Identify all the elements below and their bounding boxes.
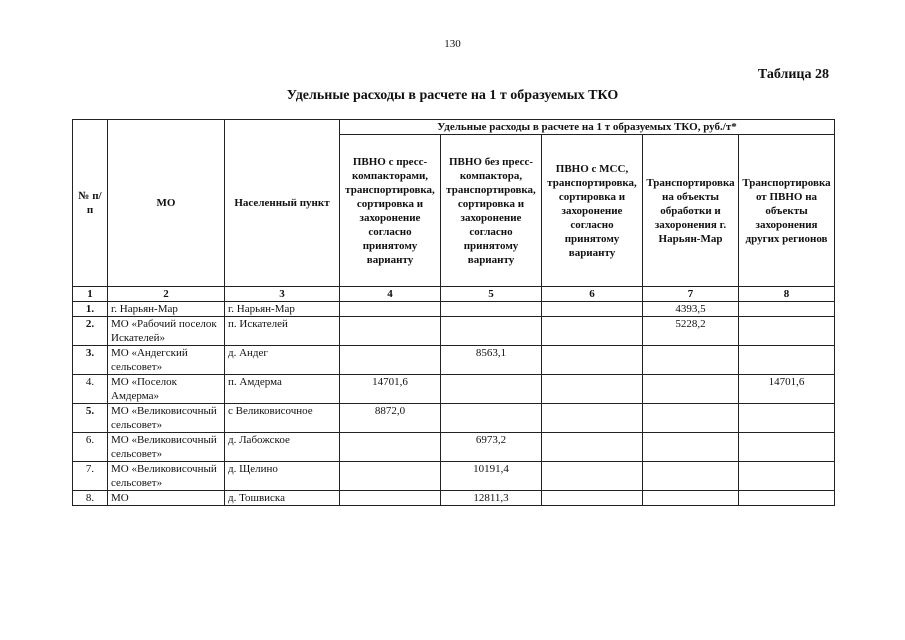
header-col-5: ПВНО без пресс-компактора, транспортировка, сортировка и захоронение согласно принятому варианту (441, 135, 542, 287)
row-col-7 (643, 375, 739, 404)
row-number: 3. (73, 346, 108, 375)
table-row (73, 302, 835, 317)
column-index: 8 (739, 287, 835, 302)
row-col-7: 4393,5 (643, 302, 739, 317)
row-mo: МО «Великовисочный сельсовет» (108, 462, 225, 491)
table-header (73, 120, 835, 302)
row-settlement: п. Амдерма (225, 375, 340, 404)
row-col-8 (739, 317, 835, 346)
row-settlement: с Великовисочное (225, 404, 340, 433)
row-col-6 (542, 346, 643, 375)
row-col-7: 5228,2 (643, 317, 739, 346)
row-col-8 (739, 491, 835, 506)
table-row (73, 317, 835, 346)
row-mo: МО «Великовисочный сельсовет» (108, 404, 225, 433)
row-col-6 (542, 433, 643, 462)
row-col-6 (542, 462, 643, 491)
row-col-8 (739, 302, 835, 317)
row-mo: МО «Великовисочный сельсовет» (108, 433, 225, 462)
row-col-7 (643, 491, 739, 506)
row-col-7 (643, 433, 739, 462)
column-index: 2 (108, 287, 225, 302)
row-col-5 (441, 317, 542, 346)
header-mo: МО (108, 120, 225, 287)
row-col-5: 6973,2 (441, 433, 542, 462)
row-number: 8. (73, 491, 108, 506)
row-col-4 (340, 433, 441, 462)
table-row (73, 375, 835, 404)
row-col-4 (340, 317, 441, 346)
column-index: 1 (73, 287, 108, 302)
row-col-8: 14701,6 (739, 375, 835, 404)
row-number: 5. (73, 404, 108, 433)
column-index: 6 (542, 287, 643, 302)
row-col-4 (340, 302, 441, 317)
row-number: 6. (73, 433, 108, 462)
row-col-5 (441, 302, 542, 317)
table-row (73, 404, 835, 433)
row-col-6 (542, 302, 643, 317)
row-col-5: 10191,4 (441, 462, 542, 491)
row-col-6 (542, 317, 643, 346)
row-col-6 (542, 491, 643, 506)
row-col-7 (643, 462, 739, 491)
row-col-5: 12811,3 (441, 491, 542, 506)
row-col-4 (340, 462, 441, 491)
row-settlement: д. Лабожское (225, 433, 340, 462)
column-index-row (73, 287, 835, 302)
row-number: 1. (73, 302, 108, 317)
header-col-4: ПВНО с пресс-компакторами, транспортировка, сортировка и захоронение согласно принятому варианту (340, 135, 441, 287)
row-col-4: 14701,6 (340, 375, 441, 404)
header-col-6: ПВНО с МСС, транспортировка, сортировка и захоронение согласно принятому варианту (542, 135, 643, 287)
column-index: 5 (441, 287, 542, 302)
row-col-8 (739, 433, 835, 462)
row-col-5 (441, 375, 542, 404)
page-number: 130 (444, 38, 461, 50)
row-settlement: г. Нарьян-Мар (225, 302, 340, 317)
row-col-6 (542, 375, 643, 404)
table-row (73, 491, 835, 506)
header-group: Удельные расходы в расчете на 1 т образуемых ТКО, руб./т* (340, 120, 835, 135)
table-title: Удельные расходы в расчете на 1 т образуемых ТКО (286, 88, 619, 103)
row-mo: МО «Андегский сельсовет» (108, 346, 225, 375)
row-settlement: д. Андег (225, 346, 340, 375)
row-mo: г. Нарьян-Мар (108, 302, 225, 317)
row-col-5: 8563,1 (441, 346, 542, 375)
row-col-4 (340, 491, 441, 506)
row-number: 7. (73, 462, 108, 491)
row-col-5 (441, 404, 542, 433)
row-settlement: п. Искателей (225, 317, 340, 346)
row-mo: МО «Поселок Амдерма» (108, 375, 225, 404)
row-col-4: 8872,0 (340, 404, 441, 433)
row-number: 4. (73, 375, 108, 404)
header-settlement: Населенный пункт (225, 120, 340, 287)
table-row (73, 433, 835, 462)
column-index: 3 (225, 287, 340, 302)
row-col-8 (739, 346, 835, 375)
expense-table (72, 119, 835, 506)
table-body (73, 302, 835, 506)
row-mo: МО «Рабочий поселок Искателей» (108, 317, 225, 346)
row-settlement: д. Тошвиска (225, 491, 340, 506)
row-col-8 (739, 462, 835, 491)
row-col-7 (643, 346, 739, 375)
header-col-7: Транспортировка на объекты обработки и захоронения г. Нарьян-Мар (643, 135, 739, 287)
table-row (73, 346, 835, 375)
table-label: Таблица 28 (757, 67, 829, 82)
table-row (73, 462, 835, 491)
row-settlement: д. Щелино (225, 462, 340, 491)
row-number: 2. (73, 317, 108, 346)
column-index: 4 (340, 287, 441, 302)
column-index: 7 (643, 287, 739, 302)
row-mo: МО (108, 491, 225, 506)
header-col-8: Транспортировка от ПВНО на объекты захоронения других регионов (739, 135, 835, 287)
header-num: № п/п (73, 120, 108, 287)
row-col-4 (340, 346, 441, 375)
row-col-7 (643, 404, 739, 433)
row-col-8 (739, 404, 835, 433)
row-col-6 (542, 404, 643, 433)
